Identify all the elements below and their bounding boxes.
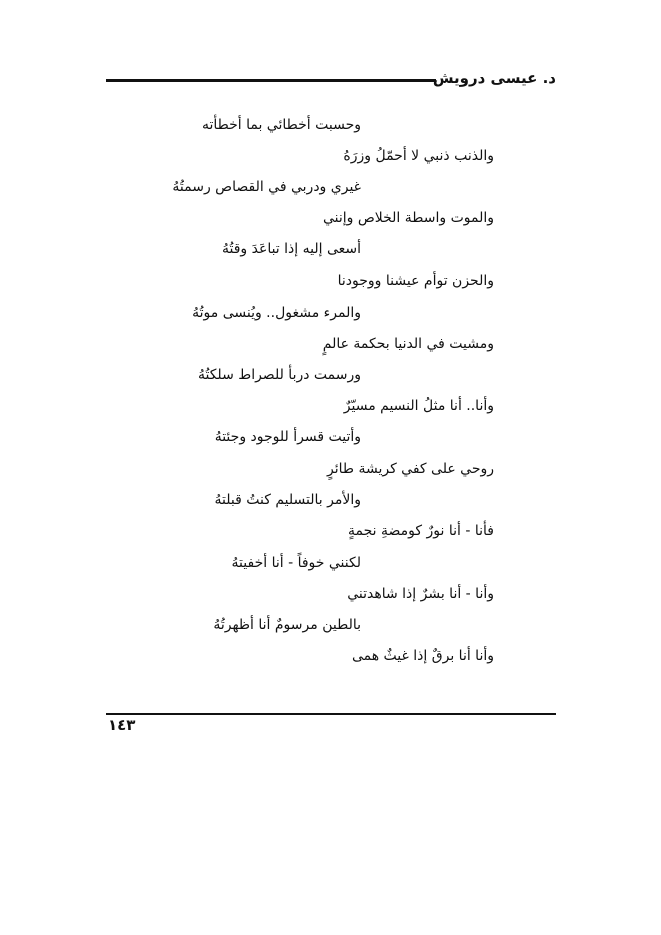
page-number: ١٤٣ (108, 716, 136, 734)
verse-line-15: لكنني خوفاً - أنا أخفيتهُ (231, 555, 361, 571)
verse-line-6: والحزن توأم عيشنا ووجودنا (337, 273, 494, 289)
verse-line-16: وأنا - أنا بشرٌ إذا شاهدتني (347, 586, 494, 602)
footer-rule (106, 713, 556, 715)
verse-line-9: ورسمت دربأ للصراط سلكتُهُ (197, 367, 361, 383)
verse-line-12: روحي على كفي كريشة طائرٍ (326, 461, 494, 477)
verse-line-1: وحسبت أخطائي بما أخطأته (201, 117, 361, 133)
verse-line-7: والمرء مشغول.. ويُنسى موتُهُ (192, 305, 361, 321)
verse-line-17: بالطين مرسومٌ أنا أظهرتُهُ (213, 617, 361, 633)
verse-line-4: والموت واسطة الخلاص وإنني (322, 210, 494, 226)
author-name: د. عيسى درويش (432, 69, 556, 87)
verse-line-3: غيري ودربي في القصاص رسمتُهُ (172, 179, 361, 195)
verse-line-18: وأنا أنا برقٌ إذا غيثٌ همى (351, 648, 494, 664)
verse-line-2: والذنب ذنبي لا أحمّلُ وزرَهُ (343, 148, 494, 164)
verse-line-11: وأتيت قسرأ للوجود وجئتهُ (214, 429, 361, 445)
verse-line-8: ومشيت في الدنيا بحكمة عالمٍ (322, 336, 494, 352)
verse-line-13: والأمر بالتسليم كنتُ قبلتهُ (214, 492, 361, 508)
verse-line-10: وأنا.. أنا مثلُ النسيم مسيّرٌ (343, 398, 494, 414)
verse-line-14: فأنا - أنا نورٌ كومضةِ نجمةٍ (348, 523, 494, 539)
verse-line-5: أسعى إليه إذا تباعَدَ وقتُهُ (221, 241, 361, 257)
